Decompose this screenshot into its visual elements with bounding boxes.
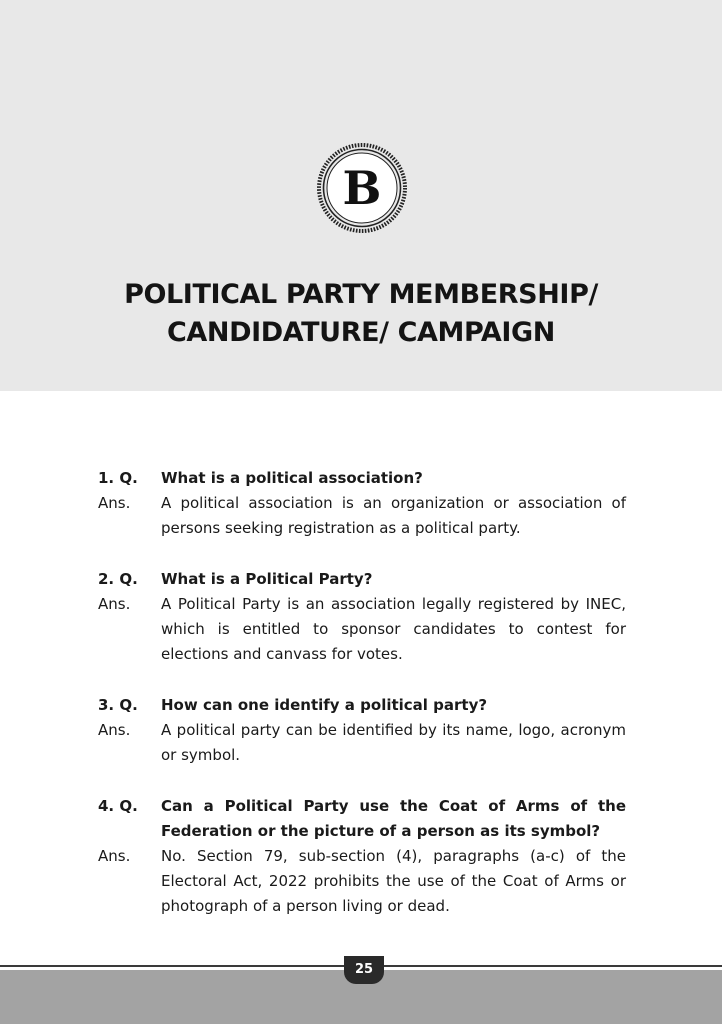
chapter-title-line-2: CANDIDATURE/ CAMPAIGN	[166, 317, 555, 348]
answer-row	[98, 592, 626, 667]
question-label: 4. Q.	[98, 797, 138, 815]
question-text: What is a Political Party?	[161, 570, 373, 588]
chapter-title-line-1: POLITICAL PARTY MEMBERSHIP/	[124, 279, 598, 310]
qa-list	[98, 466, 626, 945]
qa-item	[98, 466, 626, 541]
question-text: How can one identify a political party?	[161, 696, 488, 714]
answer-label: Ans.	[98, 847, 131, 865]
question-row	[98, 794, 626, 844]
answer-row	[98, 718, 626, 768]
question-row	[98, 567, 626, 592]
chapter-header	[0, 0, 722, 391]
answer-label: Ans.	[98, 595, 131, 613]
answer-label: Ans.	[98, 494, 131, 512]
question-text: What is a political association?	[161, 469, 423, 487]
chapter-badge-icon	[316, 142, 408, 234]
answer-text: A political party can be identified by its name, logo, acronym or symbol.	[161, 721, 626, 764]
question-label: 2. Q.	[98, 570, 138, 588]
chapter-emblem	[316, 142, 408, 234]
qa-item	[98, 794, 626, 919]
question-row	[98, 466, 626, 491]
question-label: 1. Q.	[98, 469, 138, 487]
qa-item	[98, 693, 626, 768]
chapter-letter: B	[342, 161, 382, 215]
chapter-title	[0, 276, 722, 352]
question-label: 3. Q.	[98, 696, 138, 714]
answer-row	[98, 491, 626, 541]
question-text: Can a Political Party use the Coat of Arms of the Federation or the picture of a person as its symbol?	[161, 797, 626, 840]
answer-text: A Political Party is an association legally registered by INEC, which is entitled to sponsor candidates to contest for elections and canvass for votes.	[161, 595, 626, 663]
answer-label: Ans.	[98, 721, 131, 739]
qa-item	[98, 567, 626, 667]
answer-text: A political association is an organization or association of persons seeking registration as a political party.	[161, 494, 626, 537]
answer-row	[98, 844, 626, 919]
page-number: 25	[344, 956, 384, 984]
answer-text: No. Section 79, sub-section (4), paragraphs (a-c) of the Electoral Act, 2022 prohibits the use of the Coat of Arms or photograph of a person living or dead.	[161, 847, 626, 915]
question-row	[98, 693, 626, 718]
